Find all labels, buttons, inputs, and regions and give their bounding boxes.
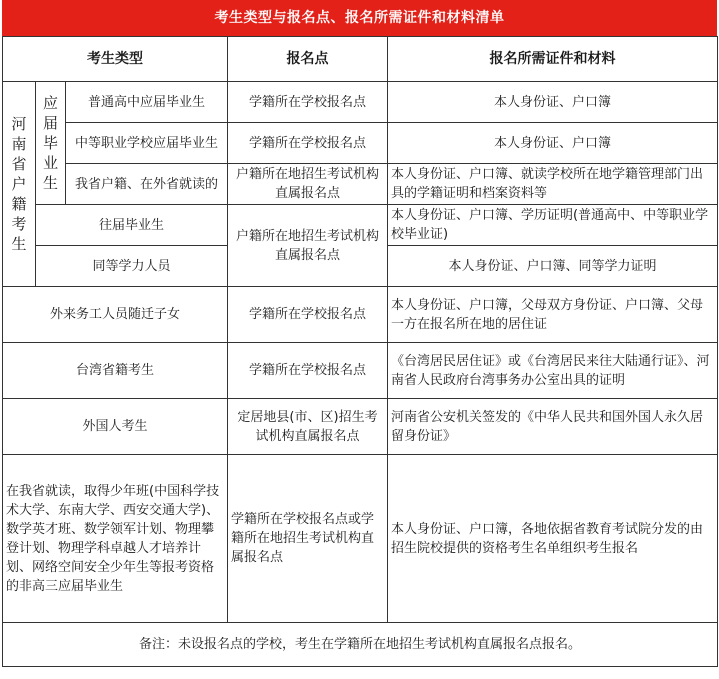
henan-group-label: 河南省户籍考生 (3, 82, 36, 287)
table-row (3, 164, 718, 205)
r7-site: 学籍所在学校报名点 (228, 343, 388, 399)
r9-type: 在我省就读，取得少年班(中国科学技术大学、东南大学、西安交通大学)、数学英才班、数学领军计划、物理攀登计划、物理学科卓越人才培养计划、网络空间安全少年生等报考资格的非高三应届毕业生 (3, 455, 228, 623)
r6-type: 外来务工人员随迁子女 (3, 287, 228, 343)
r3-site: 户籍所在地招生考试机构直属报名点 (228, 164, 388, 205)
r4-materials: 本人身份证、户口簿、学历证明(普通高中、中等职业学校毕业证) (388, 205, 718, 246)
table-row (3, 82, 718, 123)
r2-materials: 本人身份证、户口簿 (388, 123, 718, 164)
r1-site: 学籍所在学校报名点 (228, 82, 388, 123)
note-text: 备注：未设报名点的学校，考生在学籍所在地招生考试机构直属报名点报名。 (3, 623, 718, 667)
note-row (3, 623, 718, 667)
r3-materials: 本人身份证、户口簿、就读学校所在地学籍管理部门出具的学籍证明和档案资料等 (388, 164, 718, 205)
r4-site: 户籍所在地招生考试机构直属报名点 (228, 205, 388, 287)
r1-materials: 本人身份证、户口簿 (388, 82, 718, 123)
r7-type: 台湾省籍考生 (3, 343, 228, 399)
r4-type: 往届毕业生 (36, 205, 228, 246)
table-row (3, 123, 718, 164)
table-row (3, 287, 718, 343)
r6-materials: 本人身份证、户口簿，父母双方身份证、户口簿、父母一方在报名所在地的居住证 (388, 287, 718, 343)
r8-type: 外国人考生 (3, 399, 228, 455)
r3-type: 我省户籍、在外省就读的 (66, 164, 228, 205)
r7-materials: 《台湾居民居住证》或《台湾居民来往大陆通行证》、河南省人民政府台湾事务办公室出具的证明 (388, 343, 718, 399)
header-materials: 报名所需证件和材料 (388, 37, 718, 82)
header-type: 考生类型 (3, 37, 228, 82)
r8-materials: 河南省公安机关签发的《中华人民共和国外国人永久居留身份证》 (388, 399, 718, 455)
table-title: 考生类型与报名点、报名所需证件和材料清单 (2, 0, 717, 36)
r9-site: 学籍所在学校报名点或学籍所在地招生考试机构直属报名点 (228, 455, 388, 623)
table-row (3, 399, 718, 455)
header-site: 报名点 (228, 37, 388, 82)
r8-site: 定居地县(市、区)招生考试机构直属报名点 (228, 399, 388, 455)
requirements-table (2, 36, 718, 667)
table-row (3, 343, 718, 399)
r5-materials: 本人身份证、户口簿、同等学力证明 (388, 246, 718, 287)
document (2, 0, 717, 667)
table-header-row (3, 37, 718, 82)
r2-site: 学籍所在学校报名点 (228, 123, 388, 164)
r1-type: 普通高中应届毕业生 (66, 82, 228, 123)
table-row (3, 455, 718, 623)
fresh-group-label: 应届毕业生 (36, 82, 66, 205)
r5-type: 同等学力人员 (36, 246, 228, 287)
r9-materials: 本人身份证、户口簿，各地依据省教育考试院分发的由招生院校提供的资格考生名单组织考生报名 (388, 455, 718, 623)
r2-type: 中等职业学校应届毕业生 (66, 123, 228, 164)
table-row (3, 205, 718, 246)
r6-site: 学籍所在学校报名点 (228, 287, 388, 343)
